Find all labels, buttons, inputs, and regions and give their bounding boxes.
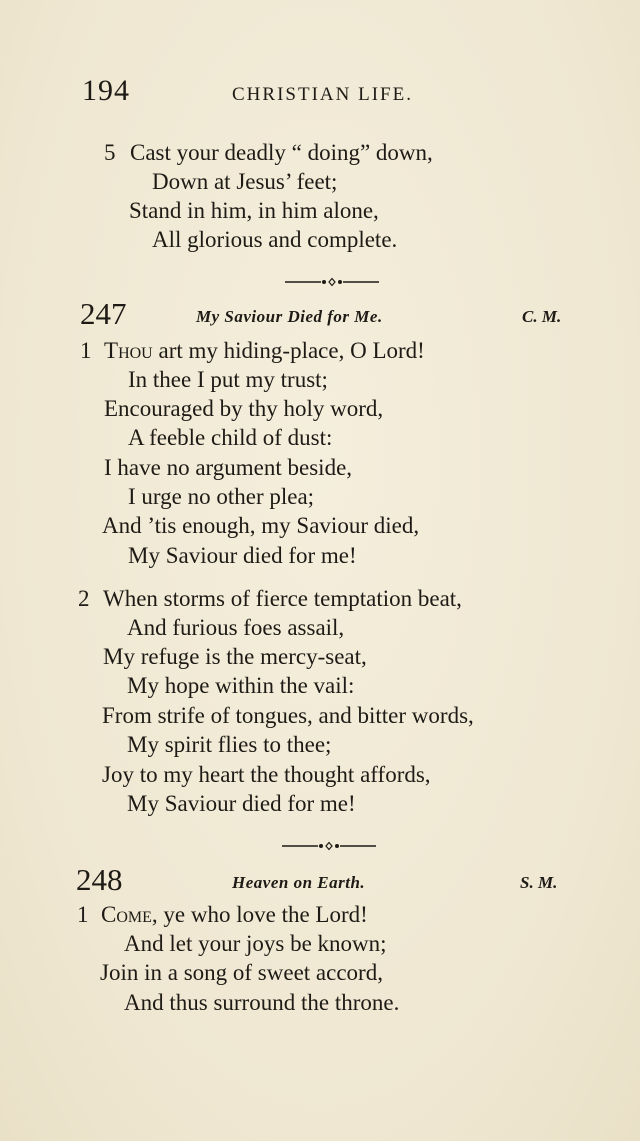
first-line-rest: art my hiding-place, O Lord!: [152, 338, 425, 363]
hymn-number: 248: [76, 862, 123, 897]
stanza-number: 5: [104, 140, 116, 165]
verse-line: And furious foes assail,: [127, 615, 345, 640]
verse-line: All glorious and complete.: [152, 227, 398, 252]
verse-line: Stand in him, in him alone,: [129, 198, 379, 223]
stanza-number: 2: [78, 586, 90, 611]
verse-line: And let your joys be known;: [124, 931, 387, 956]
drop-word-lead: C: [101, 902, 117, 927]
verse-line: My hope within the vail:: [127, 673, 355, 698]
drop-word-rest: hou: [118, 338, 153, 363]
verse-line: I urge no other plea;: [128, 484, 315, 509]
drop-word-rest: ome: [116, 902, 152, 927]
running-head: CHRISTIAN LIFE.: [232, 84, 413, 105]
verse-line: And ’tis enough, my Saviour died,: [102, 513, 420, 538]
hymn-title: My Saviour Died for Me.: [196, 307, 383, 326]
verse-line: I have no argument beside,: [104, 455, 353, 480]
verse-line: When storms of fierce temptation beat,: [103, 586, 462, 611]
verse-line: [101, 900, 368, 930]
verse-line: And thus surround the throne.: [124, 990, 400, 1015]
hymn-meter: S. M.: [520, 873, 558, 892]
hymn-number: 247: [80, 296, 127, 331]
verse-line: Cast your deadly “ doing” down,: [130, 140, 433, 165]
stanza-number: 1: [77, 902, 89, 927]
ornamental-divider: [282, 840, 376, 852]
ornamental-divider: [285, 276, 379, 288]
verse-line: Down at Jesus’ feet;: [152, 169, 338, 194]
verse-line: A feeble child of dust:: [128, 425, 333, 450]
hymn-heading-248: [0, 862, 640, 898]
verse-line: My Saviour died for me!: [128, 543, 357, 568]
verse-line: Join in a song of sweet accord,: [100, 960, 383, 985]
hymn-heading-247: [0, 296, 640, 332]
verse-line: My Saviour died for me!: [127, 791, 356, 816]
first-line-rest: , ye who love the Lord!: [151, 902, 368, 927]
stanza-number: 1: [80, 338, 92, 363]
verse-line: [104, 336, 425, 366]
verse-line: In thee I put my trust;: [128, 367, 328, 392]
hymn-meter: C. M.: [522, 307, 562, 326]
verse-line: Encouraged by thy holy word,: [104, 396, 384, 421]
page-header: [82, 74, 582, 114]
page-number: 194: [82, 74, 130, 107]
verse-line: Joy to my heart the thought affords,: [102, 762, 431, 787]
verse-line: My refuge is the mercy-seat,: [103, 644, 367, 669]
hymn-title: Heaven on Earth.: [232, 873, 366, 892]
verse-line: My spirit flies to thee;: [127, 732, 332, 757]
drop-word-lead: T: [104, 338, 119, 363]
verse-line: From strife of tongues, and bitter words,: [102, 703, 474, 728]
